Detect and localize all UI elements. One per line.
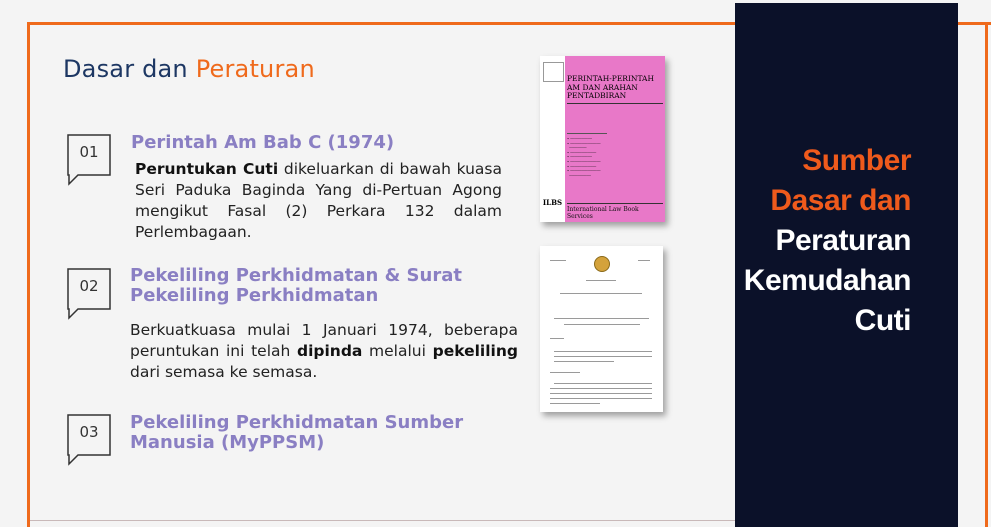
doc-line	[550, 388, 652, 389]
frame-border-left	[27, 22, 30, 527]
number-badge-01	[67, 134, 109, 176]
heading-line: Pekeliling Perkhidmatan Sumber	[130, 412, 464, 433]
heading-line: Manusia (MyPPSM)	[130, 432, 325, 453]
item-number: 01	[79, 143, 99, 161]
doc-line	[554, 351, 652, 352]
doc-line	[586, 280, 616, 281]
doc-line	[550, 372, 580, 373]
number-badge-02	[67, 268, 109, 310]
doc-line	[638, 260, 650, 261]
doc-line	[554, 318, 649, 319]
doc-line	[560, 293, 642, 294]
sidebar-line: Peraturan	[775, 224, 911, 257]
book-publisher: International Law Book Services	[567, 203, 663, 220]
slide-title	[63, 55, 315, 83]
sidebar-line: Sumber	[802, 144, 911, 177]
crest-icon	[594, 256, 610, 272]
item-heading-02	[130, 266, 462, 306]
doc-line	[554, 361, 614, 362]
body-text: dikeluarkan di bawah kuasa Seri Paduka Baginda Yang di-Pertuan Agong mengikut Fasal (2) Perkara 132 dalam Perlembagaan.	[135, 160, 502, 241]
item-body-01	[135, 159, 502, 243]
sidebar-line: Cuti	[854, 304, 911, 337]
title-sidebar	[735, 3, 958, 527]
heading-line: Pekeliling Perkhidmatan & Surat	[130, 265, 462, 286]
frame-border-right	[985, 22, 988, 527]
title-part1: Dasar dan	[63, 55, 196, 83]
number-badge-03	[67, 414, 109, 456]
doc-line	[550, 398, 652, 399]
book-title: PERINTAH-PERINTAH AM DAN ARAHAN PENTADBIRAN	[567, 75, 663, 104]
item-number: 02	[79, 277, 99, 295]
body-text: melalui	[362, 342, 433, 360]
item-heading-01: Perintah Am Bab C (1974)	[131, 132, 395, 153]
heading-line: Pekeliling Perkhidmatan	[130, 285, 379, 306]
body-bold: pekeliling	[432, 342, 518, 360]
sidebar-line: Kemudahan	[743, 264, 911, 297]
sidebar-line: Dasar dan	[770, 184, 911, 217]
bottom-divider	[30, 520, 735, 521]
publisher-logo: ILBS	[542, 198, 563, 207]
body-bold: dipinda	[296, 342, 363, 360]
book-contents-list: • ────────── • ────────────── ──────── • ──────────── • ────────── • ────────────── • ──────────── • ────────────── ──────────	[567, 130, 662, 178]
book-spine-strip	[540, 56, 565, 222]
doc-line	[550, 260, 566, 261]
doc-line	[554, 356, 652, 357]
doc-line	[550, 338, 564, 339]
book-badge	[543, 62, 564, 82]
doc-line	[554, 383, 652, 384]
doc-line	[550, 393, 652, 394]
body-text: Berkuatkuasa mulai 1 Januari 1974, beberapa peruntukan ini telah	[130, 321, 518, 360]
sidebar-title	[744, 141, 911, 341]
doc-line	[550, 403, 600, 404]
doc-line	[564, 324, 640, 325]
item-heading-03	[130, 413, 463, 453]
title-part2: Peraturan	[195, 55, 315, 83]
body-bold: Peruntukan Cuti	[135, 160, 279, 178]
item-number: 03	[79, 423, 99, 441]
book-cover-image	[540, 56, 665, 222]
circular-document-image	[540, 246, 663, 412]
item-body-02	[130, 320, 518, 383]
body-text: dari semasa ke semasa.	[130, 363, 318, 381]
